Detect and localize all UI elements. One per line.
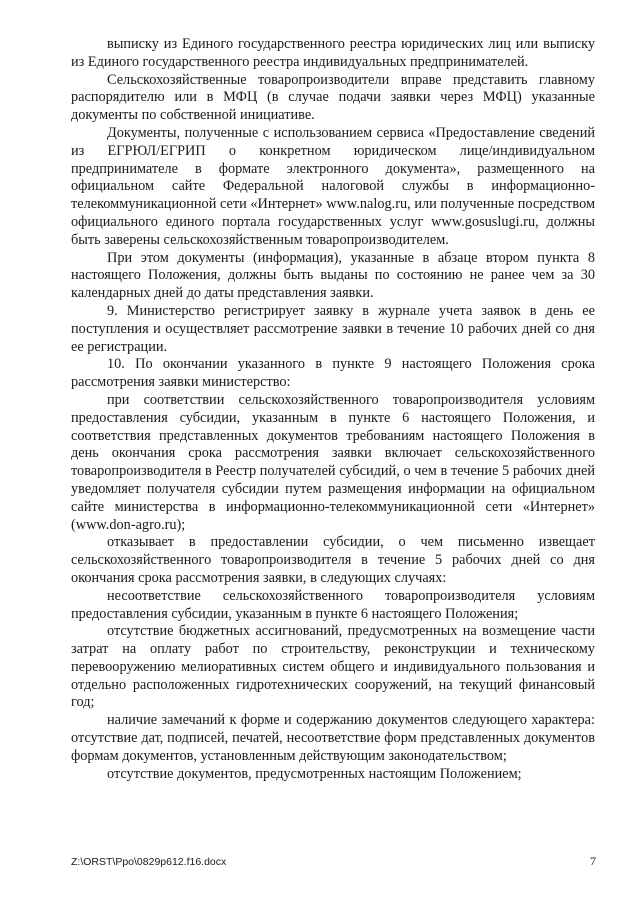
paragraph-own-initiative: Сельскохозяйственные товаропроизводители вправе представить главному распорядителю или в МФЦ (в случае подачи заявки через МФЦ) указанные документы по собственной инициативе. [71, 71, 595, 124]
paragraph-extract-egrip: выписку из Единого государственного реестра юридических лиц или выписку из Единого государственного реестра индивидуальных предпринимателей. [71, 36, 595, 70]
paragraph-item-10: 10. По окончании указанного в пункте 9 настоящего Положения срока рассмотрения заявки министерство: [71, 356, 595, 391]
paragraph-refusal-reason-2: отсутствие бюджетных ассигнований, предусмотренных на возмещение части затрат на оплату работ по строительству, реконструкции и техническому перевооружению мелиоративных систем общего и индивидуального пользования и отдельно расположенных гидротехнических сооружений, на текущий финансовый год; [71, 623, 595, 711]
paragraph-egrul-service: Документы, полученные с использованием сервиса «Предоставление сведений из ЕГРЮЛ/ЕГРИП о конкретном юридическом лице/индивидуальном предпринимателе в формате электронного документа», размещенного на официальном сайте Федеральной налоговой службы в информационно-телекоммуникационной сети «Интернет» www.nalog.ru, или полученные посредством официального единого портала государственных услуг www.gosuslugi.ru, должны быть заверены сельскохозяйственным товаропроизводителем. [71, 124, 595, 248]
paragraph-document-age: При этом документы (информация), указанные в абзаце втором пункта 8 настоящего Положения, должны быть выданы по состоянию не ранее чем за 30 календарных дней до даты представления заявки. [71, 249, 595, 302]
paragraph-refusal: отказывает в предоставлении субсидии, о чем письменно извещает сельскохозяйственного товаропроизводителя в течение 5 рабочих дней со дня окончания срока рассмотрения заявки, в следующих случаях: [71, 534, 595, 586]
paragraph-refusal-reason-4: отсутствие документов, предусмотренных настоящим Положением; [107, 765, 522, 782]
page-number: 7 [590, 854, 596, 868]
paragraph-refusal-reason-1: несоответствие сельскохозяйственного товаропроизводителя условиям предоставления субсидии, указанным в пункте 6 настоящего Положения; [71, 587, 595, 622]
paragraph-registry-inclusion: при соответствии сельскохозяйственного товаропроизводителя условиям предоставления субсидии, указанным в пункте 6 настоящего Положения, и соответствия представленных документов требованиям настоящего Положения в день окончания срока рассмотрения заявки включает сельскохозяйственного товаропроизводителя в Реестр получателей субсидий, о чем в течение 5 рабочих дней уведомляет получателя субсидии путем размещения информации на официальном сайте министерства в информационно-телекоммуникационной сети «Интернет» (www.don-agro.ru); [71, 391, 595, 533]
paragraph-refusal-reason-3: наличие замечаний к форме и содержанию документов следующего характера: отсутствие дат, подписей, печатей, несоответствие форм представленных документов формам документов, установленным действующим законодательством; [71, 712, 595, 764]
paragraph-item-9: 9. Министерство регистрирует заявку в журнале учета заявок в день ее поступления и осуществляет рассмотрение заявки в течение 10 рабочих дней со дня ее регистрации. [71, 302, 595, 355]
footer-file-path: Z:\ORST\Ppo\0829p612.f16.docx [71, 856, 227, 868]
document-body [71, 36, 595, 783]
